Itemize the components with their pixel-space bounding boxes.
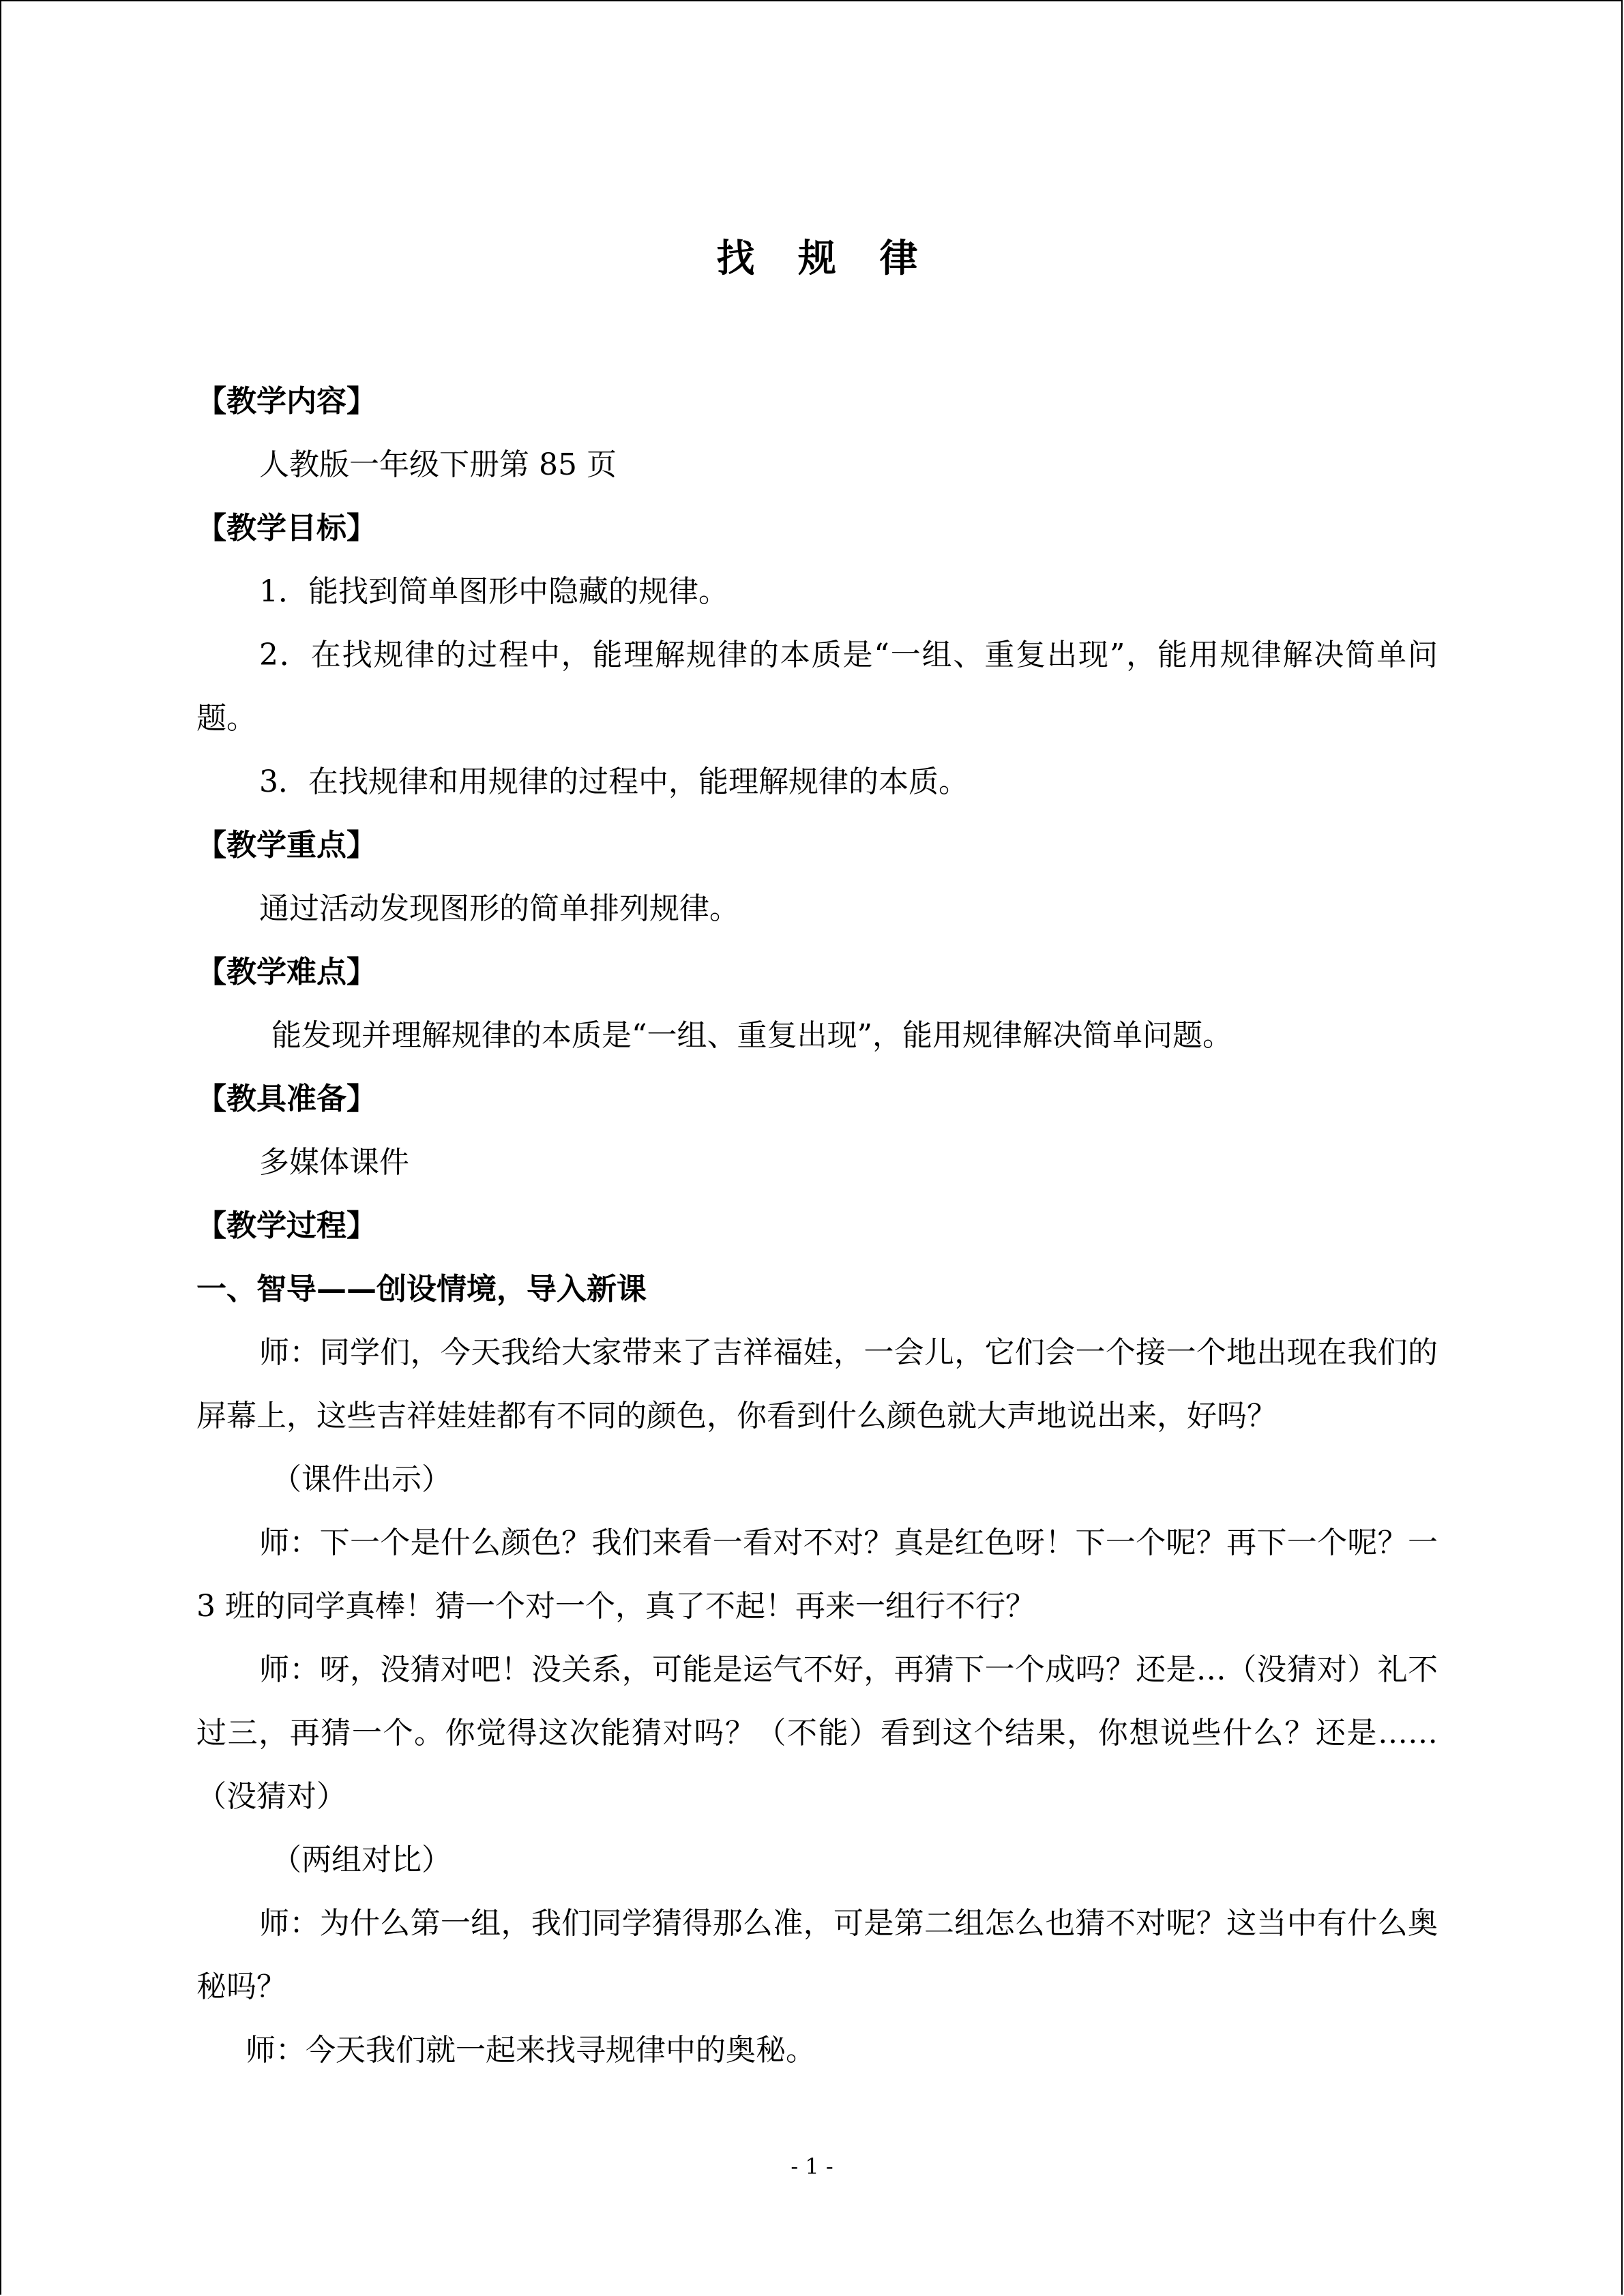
process-heading: 【教学过程】 <box>196 1208 377 1243</box>
stage-note-2: （两组对比） <box>271 1843 452 1877</box>
document-body <box>196 232 1438 2082</box>
dialogue-paragraph-5: 师：今天我们就一起来找寻规律中的奥秘。 <box>246 2033 816 2068</box>
goal-item-3: 3．在找规律和用规律的过程中，能理解规律的本质。 <box>259 764 969 799</box>
dialogue-paragraph-4: 师：为什么第一组，我们同学猜得那么准，可是第二组怎么也猜不对呢？这当中有什么奥秘吗？ <box>196 1906 1438 2004</box>
page-number: - 1 - <box>791 2153 833 2179</box>
teaching-content-heading: 【教学内容】 <box>196 384 377 419</box>
difficulty-heading: 【教学难点】 <box>196 955 377 989</box>
goal-item-1: 1．能找到简单图形中隐藏的规律。 <box>259 574 728 609</box>
tools-heading: 【教具准备】 <box>196 1082 377 1116</box>
tools-text: 多媒体课件 <box>259 1145 409 1180</box>
page-title: 找 规 律 <box>716 237 933 281</box>
teaching-goals-heading: 【教学目标】 <box>196 511 377 546</box>
goal-item-2: 2．在找规律的过程中，能理解规律的本质是“一组、重复出现”，能用规律解决简单问题。 <box>196 638 1438 736</box>
dialogue-paragraph-1: 师：同学们，今天我给大家带来了吉祥福娃，一会儿，它们会一个接一个地出现在我们的屏幕上，这些吉祥娃娃都有不同的颜色，你看到什么颜色就大声地说出来，好吗？ <box>196 1335 1438 1433</box>
teaching-content-text: 人教版一年级下册第 85 页 <box>259 447 617 482</box>
stage-note-1: （课件出示） <box>271 1462 452 1497</box>
key-points-heading: 【教学重点】 <box>196 828 377 863</box>
key-points-text: 通过活动发现图形的简单排列规律。 <box>259 891 739 926</box>
difficulty-text: 能发现并理解规律的本质是“一组、重复出现”，能用规律解决简单问题。 <box>271 1018 1232 1053</box>
dialogue-paragraph-2: 师：下一个是什么颜色？我们来看一看对不对？真是红色呀！下一个呢？再下一个呢？一 3 班的同学真棒！猜一个对一个，真了不起！再来一组行不行？ <box>196 1525 1438 1624</box>
step-1-heading: 一、智导——创设情境，导入新课 <box>196 1272 647 1307</box>
dialogue-paragraph-3: 师：呀，没猜对吧！没关系，可能是运气不好，再猜下一个成吗？还是…（没猜对）礼不过三，再猜一个。你觉得这次能猜对吗？（不能）看到这个结果，你想说些什么？还是……（没猜对） <box>196 1652 1438 1814</box>
